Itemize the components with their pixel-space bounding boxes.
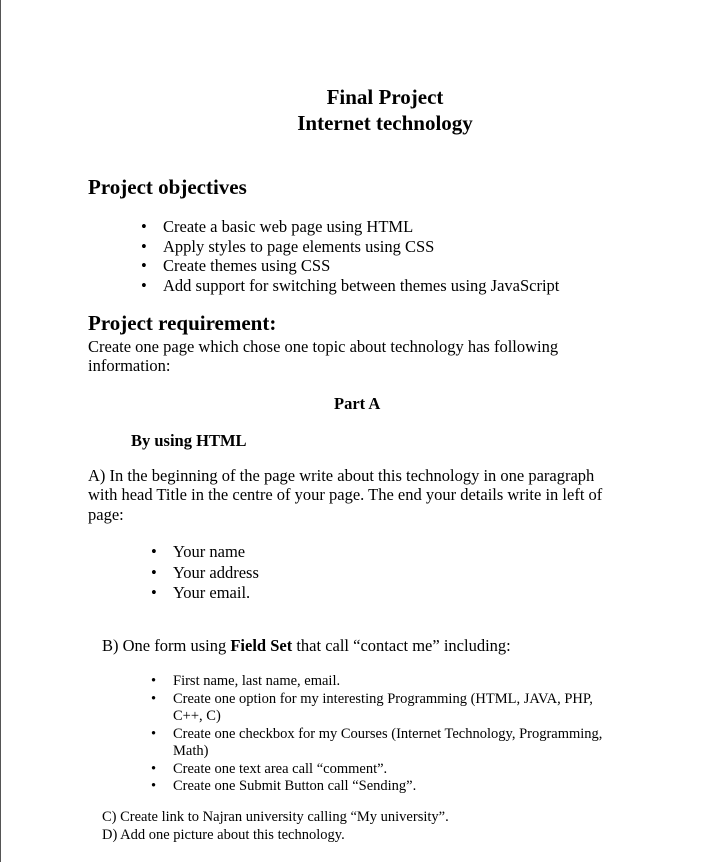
list-item: • Your address bbox=[151, 562, 259, 582]
list-item: • First name, last name, email. bbox=[151, 673, 341, 689]
list-item: • Create one Submit Button call “Sending”. bbox=[151, 778, 417, 794]
bullet-icon: • bbox=[141, 275, 147, 295]
list-item: • Create one text area call “comment”. bbox=[151, 760, 388, 777]
bullet-icon: • bbox=[141, 236, 147, 256]
bullet-icon: • bbox=[151, 760, 157, 777]
document-title: Final Project bbox=[326, 85, 444, 109]
bullet-icon: • bbox=[151, 583, 157, 602]
section-d: D) Add one picture about this technology. bbox=[102, 827, 345, 843]
requirement-heading: Project requirement: bbox=[88, 311, 277, 335]
bullet-icon: • bbox=[151, 673, 157, 689]
list-item: • Apply styles to page elements using CSS bbox=[141, 236, 435, 256]
bullet-icon: • bbox=[141, 256, 147, 275]
list-item: • Create a basic web page using HTML bbox=[141, 217, 414, 236]
list-item: • Your name bbox=[151, 542, 246, 561]
fieldset-keyword: Field Set bbox=[230, 636, 293, 655]
list-item: • Your email. bbox=[151, 583, 251, 602]
bullet-icon: • bbox=[151, 542, 157, 561]
section-c: C) Create link to Najran university calling “My university”. bbox=[102, 809, 449, 825]
part-a-heading: Part A bbox=[334, 394, 381, 413]
list-item: • Create one checkbox for my Courses (Internet Technology, Programming, Math) bbox=[151, 725, 603, 759]
section-b-list bbox=[151, 673, 602, 796]
list-item: • Create one option for my interesting Programming (HTML, JAVA, PHP, C++, C) bbox=[151, 690, 593, 724]
section-b-heading: B) One form using Field Set that call “contact me” including: bbox=[102, 636, 511, 655]
objectives-heading: Project objectives bbox=[88, 175, 247, 199]
section-a-list bbox=[151, 542, 259, 604]
list-item: • Create themes using CSS bbox=[141, 256, 331, 275]
bullet-icon: • bbox=[141, 217, 147, 236]
part-a-subheading: By using HTML bbox=[131, 431, 247, 450]
list-item: • Add support for switching between themes using JavaScript bbox=[141, 275, 560, 295]
bullet-icon: • bbox=[151, 690, 157, 707]
section-a-line: page: bbox=[88, 505, 124, 524]
bullet-icon: • bbox=[151, 725, 157, 742]
objectives-list bbox=[141, 217, 559, 295]
section-a-line: A) In the beginning of the page write about this technology in one paragraph bbox=[88, 466, 595, 485]
bullet-icon: • bbox=[151, 562, 157, 582]
section-a-line: with head Title in the centre of your page. The end your details write in left of bbox=[88, 485, 603, 504]
document-subtitle: Internet technology bbox=[297, 111, 473, 135]
requirement-text-line: Create one page which chose one topic about technology has following bbox=[88, 337, 559, 356]
bullet-icon: • bbox=[151, 778, 157, 794]
requirement-text-line: information: bbox=[88, 356, 171, 375]
